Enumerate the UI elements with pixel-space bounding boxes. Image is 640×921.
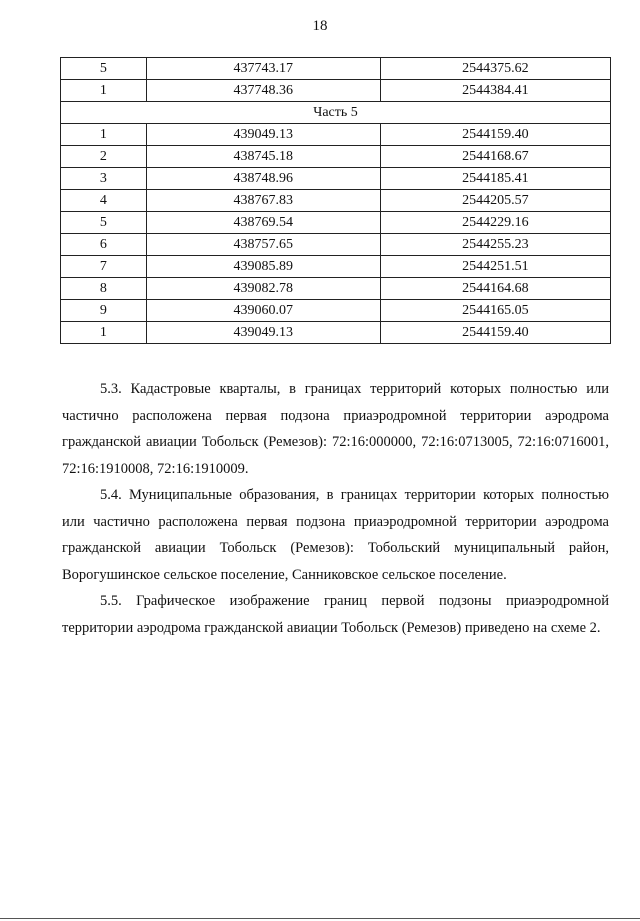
x-coordinate-cell: 439060.07 <box>146 300 380 322</box>
coordinates-table-body <box>61 58 611 344</box>
paragraph-5-5: 5.5. Графическое изображение границ первой подзоны приаэродромной территории аэродрома гражданской авиации Тобольск (Ремезов) приведено на схеме 2. <box>62 593 609 636</box>
point-number-cell: 9 <box>61 300 147 322</box>
point-number-cell: 1 <box>61 322 147 344</box>
x-coordinate-cell: 439082.78 <box>146 278 380 300</box>
point-number-cell: 4 <box>61 190 147 212</box>
x-coordinate-cell: 438769.54 <box>146 212 380 234</box>
section-header-row <box>61 102 611 124</box>
table-row <box>61 278 611 300</box>
point-number-cell: 3 <box>61 168 147 190</box>
y-coordinate-cell: 2544375.62 <box>380 58 610 80</box>
table-row <box>61 300 611 322</box>
y-coordinate-cell: 2544159.40 <box>380 124 610 146</box>
x-coordinate-cell: 438745.18 <box>146 146 380 168</box>
y-coordinate-cell: 2544185.41 <box>380 168 610 190</box>
section-label: Часть 5 <box>61 102 611 124</box>
table-row <box>61 212 611 234</box>
point-number-cell: 6 <box>61 234 147 256</box>
point-number-cell: 1 <box>61 80 147 102</box>
point-number-cell: 2 <box>61 146 147 168</box>
coordinates-table <box>60 57 611 344</box>
point-number-cell: 5 <box>61 212 147 234</box>
table-row <box>61 322 611 344</box>
x-coordinate-cell: 439049.13 <box>146 322 380 344</box>
document-body <box>62 376 609 641</box>
point-number-cell: 5 <box>61 58 147 80</box>
x-coordinate-cell: 437743.17 <box>146 58 380 80</box>
table-row <box>61 124 611 146</box>
y-coordinate-cell: 2544168.67 <box>380 146 610 168</box>
y-coordinate-cell: 2544165.05 <box>380 300 610 322</box>
table-row <box>61 80 611 102</box>
x-coordinate-cell: 439049.13 <box>146 124 380 146</box>
table-row <box>61 168 611 190</box>
y-coordinate-cell: 2544255.23 <box>380 234 610 256</box>
x-coordinate-cell: 437748.36 <box>146 80 380 102</box>
x-coordinate-cell: 439085.89 <box>146 256 380 278</box>
x-coordinate-cell: 438757.65 <box>146 234 380 256</box>
table-row <box>61 256 611 278</box>
y-coordinate-cell: 2544251.51 <box>380 256 610 278</box>
y-coordinate-cell: 2544159.40 <box>380 322 610 344</box>
table-row <box>61 58 611 80</box>
y-coordinate-cell: 2544384.41 <box>380 80 610 102</box>
point-number-cell: 8 <box>61 278 147 300</box>
y-coordinate-cell: 2544205.57 <box>380 190 610 212</box>
table-row <box>61 146 611 168</box>
x-coordinate-cell: 438748.96 <box>146 168 380 190</box>
scan-edge-line <box>0 918 640 919</box>
page-number: 18 <box>312 18 328 34</box>
y-coordinate-cell: 2544229.16 <box>380 212 610 234</box>
point-number-cell: 1 <box>61 124 147 146</box>
x-coordinate-cell: 438767.83 <box>146 190 380 212</box>
table-row <box>61 190 611 212</box>
table-row <box>61 234 611 256</box>
y-coordinate-cell: 2544164.68 <box>380 278 610 300</box>
paragraph-5-3: 5.3. Кадастровые кварталы, в границах территорий которых полностью или частично расположена первая подзона приаэродромной территории аэродрома гражданской авиации Тобольск (Ремезов): 72:16:000000, 72:16:0713005, 72:16:0716001, 72:16:1910008, 72:16:1910009. <box>62 381 609 477</box>
paragraph-5-4: 5.4. Муниципальные образования, в границах территории которых полностью или частично расположена первая подзона приаэродромной территории аэродрома гражданской авиации Тобольск (Ремезов): Тобольский муниципальный район, Ворогушинское сельское поселение, Санниковское сельское поселение. <box>62 487 609 583</box>
point-number-cell: 7 <box>61 256 147 278</box>
